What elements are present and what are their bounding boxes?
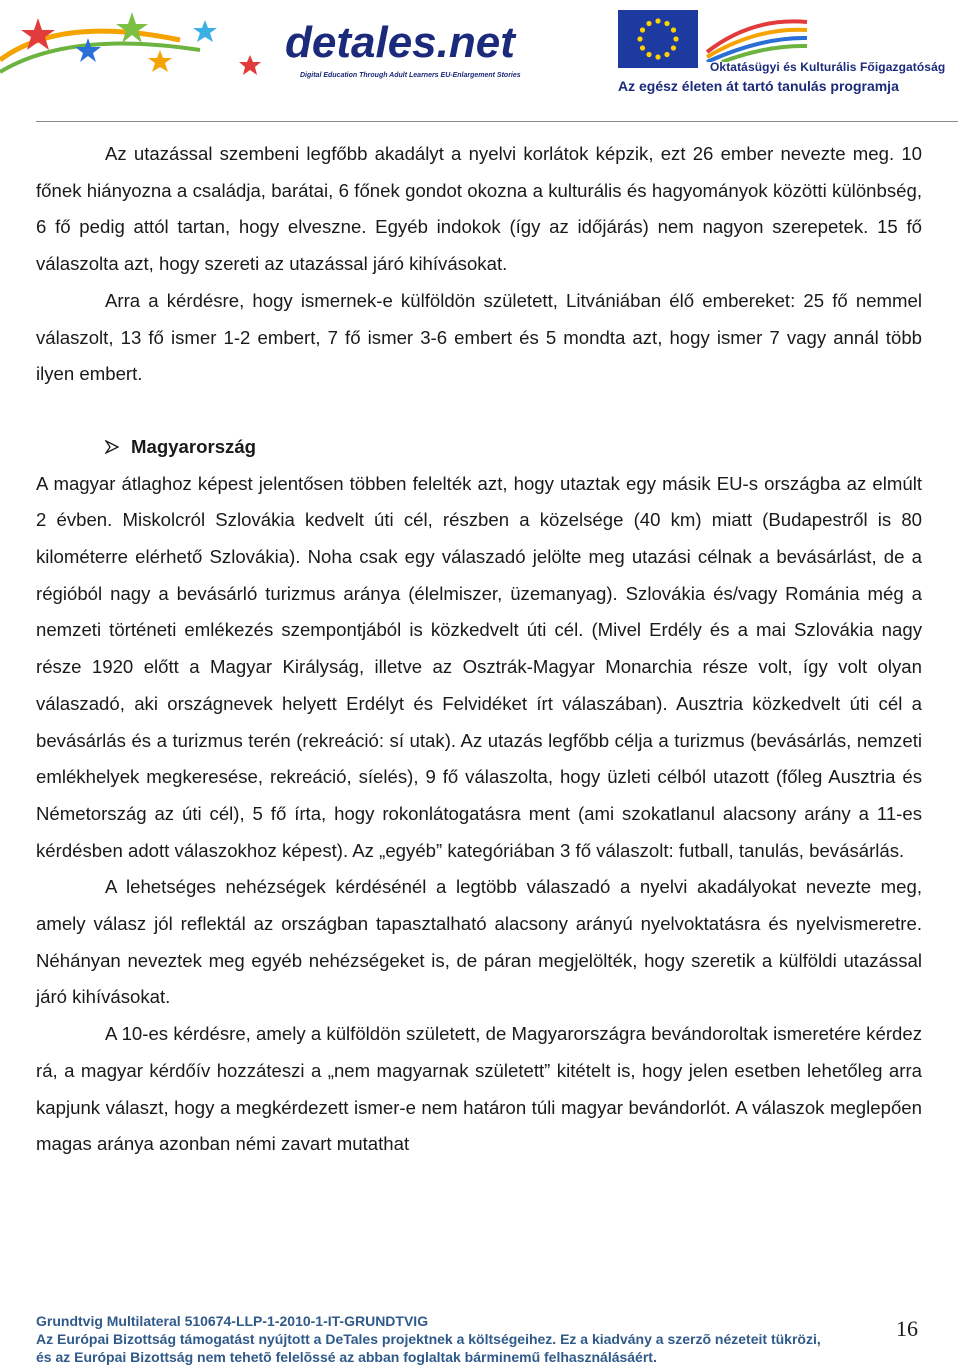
header-divider: [36, 121, 958, 122]
paragraph-difficulties: A lehetséges nehézségek kérdésénél a legtöbb válaszadó a nyelvi akadályokat nevezte meg, amely válasz jól reflektál az országban tapasztalható alacsony arányú nyelvoktatásra és nyelvismeretre. Néhányan neveztek meg egyéb nehézségeket is, de páran megjelölték, hogy szeretik a külföldi utazással járó kihívásokat.: [36, 876, 922, 1008]
paragraph-foreign-born-lithuania: Arra a kérdésre, hogy ismernek-e külföldön született, Litvániában élő embereket: 25 fő nemmel válaszolt, 13 fő ismer 1-2 embert, 7 fő ismer 3-6 embert és 5 mondta azt, hogy ismer 7 vagy annál több ilyen embert.: [36, 289, 922, 385]
paragraph-travel-obstacles: Az utazással szembeni legfőbb akadályt a nyelvi korlátok képzik, ezt 26 ember nevezte meg. 10 főnek hiányozna a családja, barátai, 6 főnek gondot okozna a kulturális és hagyományok közötti különbség, 6 fő pedig attól tartan, hogy elveszne. Egyéb indokok (így az időjárás) nem nagyon szerepetek. 15 fő válaszolta azt, hogy szereti az utazással járó kihívásokat.: [36, 143, 922, 275]
page-number: 16: [896, 1316, 918, 1341]
page-header: [0, 0, 960, 122]
document-body: [36, 136, 922, 1163]
section-heading-label: Magyarország: [131, 435, 257, 457]
eu-program-logo: [610, 8, 950, 98]
detales-tagline: Digital Education Through Adult Learners EU-Enlargement Stories: [300, 72, 521, 79]
eu-flag-icon: [618, 10, 698, 68]
section-heading-hungary: [105, 429, 922, 466]
detales-wordmark: detales.net: [285, 18, 515, 67]
footer-disclaimer-1: Az Európai Bizottság támogatást nyújtott a DeTales projektnek a költségeihez. Ez a kiadvány a szerzõ nézeteit tükrözi,: [36, 1331, 821, 1347]
org-name: Oktatásügyi és Kulturális Főigazgatóság: [710, 60, 946, 74]
program-name: Az egész életen át tartó tanulás programja: [618, 78, 899, 94]
footer-project-id: Grundtvig Multilateral 510674-LLP-1-2010-1-IT-GRUNDTVIG: [36, 1313, 429, 1329]
paragraph-hungary-travel: A magyar átlaghoz képest jelentősen többen felelték azt, hogy utaztak egy másik EU-s országba az elmúlt 2 évben. Miskolcról Szlovákia kedvelt úti cél, részben a közelsége (40 km) miatt (Budapestről is 80 kilométerre elérhető Szlovákia). Noha csak egy válaszadó jelölte meg utazási célnak a bevásárlást, de a régióból nagy a bevásárló turizmus aránya (élelmiszer, üzemanyag). Szlovákia és/vagy Románia még a nemzeti történeti emlékezés szempontjából is közkedvelt úti cél. (Mivel Erdély és a mai Szlovákia nagy része 1920 előtt a Magyar Királyság, illetve az Osztrák-Magyar Monarchia része volt, így volt olyan válaszadó, aki országnevek helyett Erdélyt és Felvidéket írt válaszában). Ausztria közkedvelt úti cél a bevásárlás és a turizmus terén (rekreáció: sí utak). Az utazás legfőbb célja a turizmus (bevásárlás, nemzeti emlékhelyek megkeresése, rekreáció, síelés), 9 fő válaszolta, hogy üzleti célból utazott (főleg Ausztria és Németország az úti cél), 5 fő írta, hogy rokonlátogatásra ment (ami szokatlanul alacsony arány a 11-es kérdésben adott válaszokhoz képest). Az „egyéb” kategóriában 3 fő válaszolt: futball, tanulás, bevásárlás.: [36, 472, 922, 861]
footer-disclaimer-2: és az Európai Bizottság nem tehetõ felelõssé az abban foglaltak bárminemű felhasználásáért.: [36, 1349, 657, 1365]
lifelong-learning-swoosh-icon: [702, 12, 812, 62]
page-footer: [36, 1312, 926, 1366]
arrow-bullet-icon: [105, 440, 119, 454]
spacer: [36, 393, 922, 429]
paragraph-question-10: A 10-es kérdésre, amely a külföldön született, de Magyarországra bevándoroltak ismeretére kérdez rá, a magyar kérdőív hozzáteszi a „nem magyarnak született” kitételt is, hogy jelen esetben lehetőleg arra kapjunk választ, hogy a megkérdezett ismer-e nem határon túli magyar bevándorlót. A válaszok meglepően magas aránya azonban némi zavart mutathat: [36, 1023, 922, 1155]
